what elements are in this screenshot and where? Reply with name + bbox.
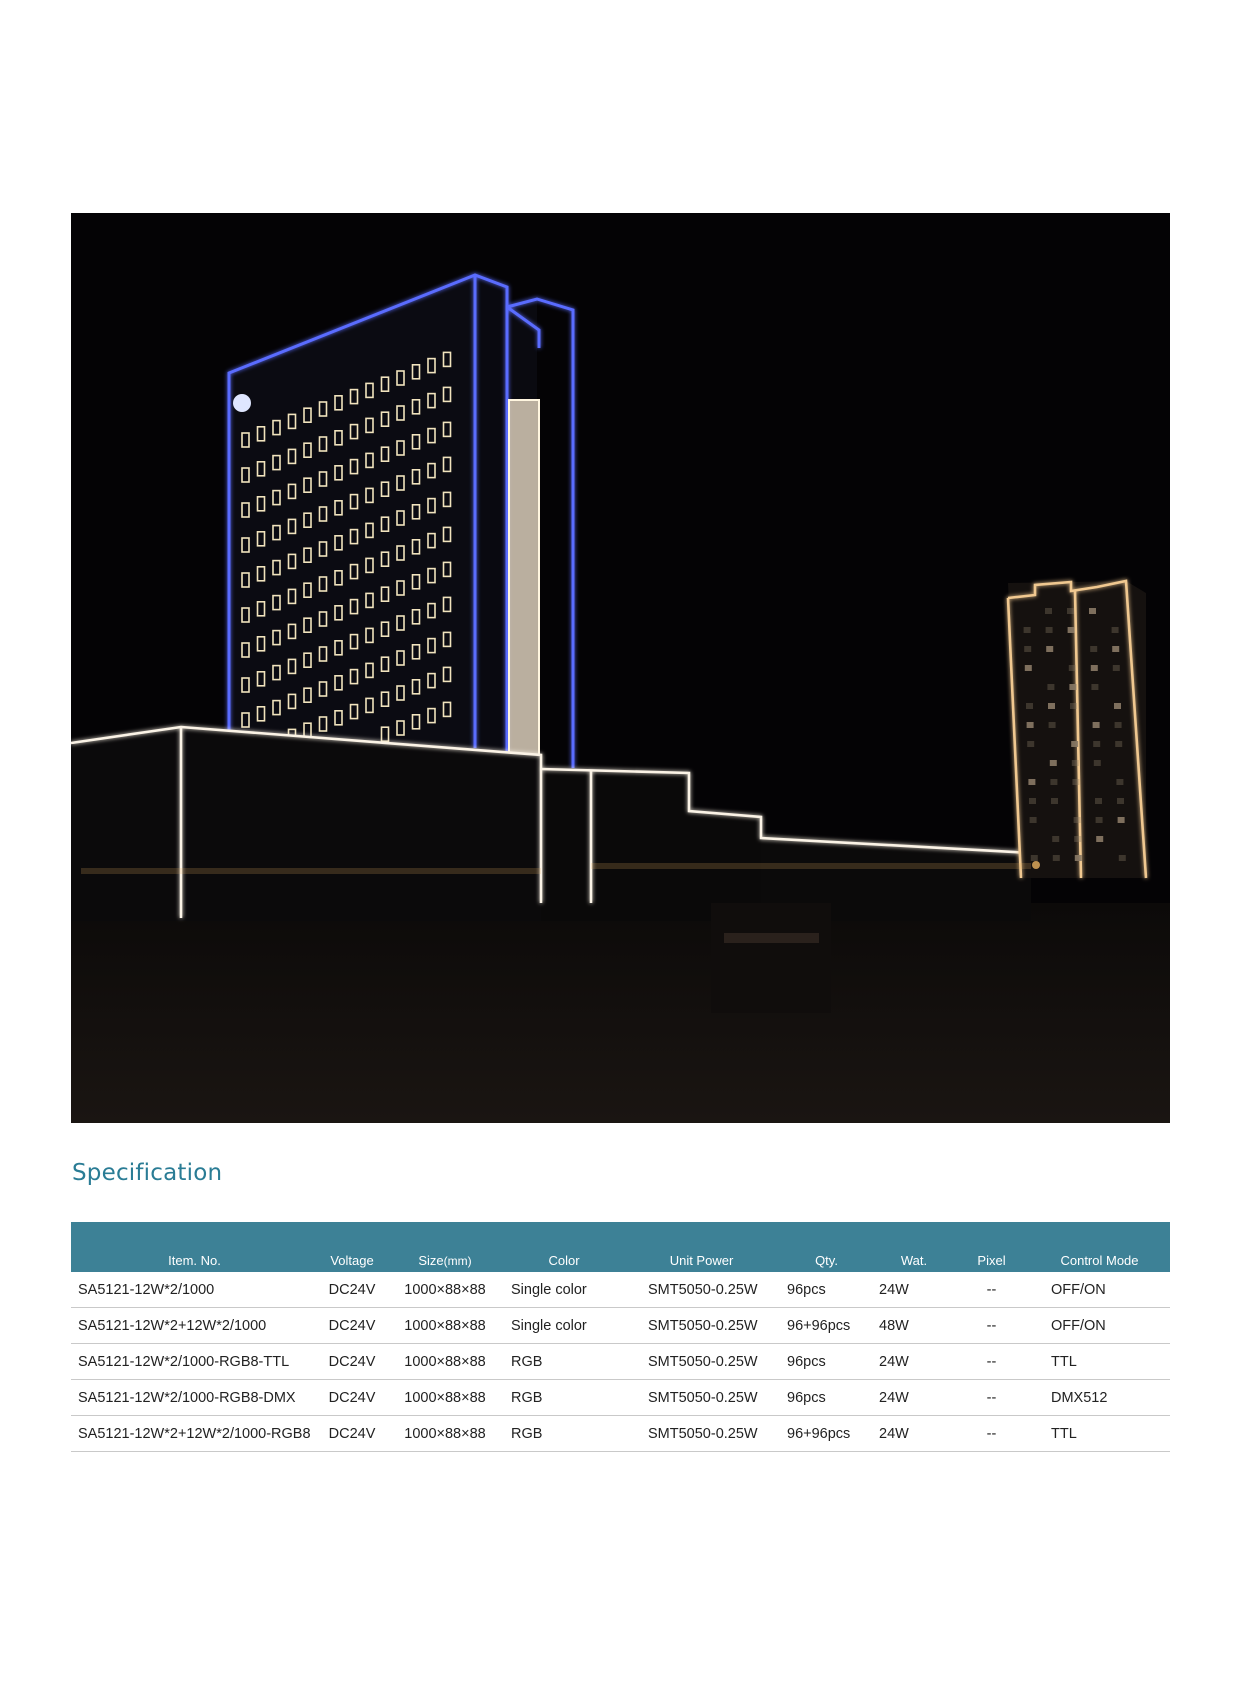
night-building-illustration [71, 213, 1170, 1123]
right-window-mark [1091, 684, 1098, 690]
right-window-mark [1115, 722, 1122, 728]
header-size: Size(mm) [418, 1253, 472, 1268]
cell-wat: 24W [874, 1272, 954, 1308]
header-control-mode: Control Mode [1060, 1253, 1139, 1268]
table-header-row [71, 1222, 1170, 1272]
right-window-mark [1031, 855, 1038, 861]
cell-voltage: DC24V [318, 1272, 386, 1308]
right-window-mark [1071, 741, 1078, 747]
cell-color: Single color [504, 1308, 624, 1344]
right-window-mark [1050, 779, 1057, 785]
right-window-mark [1051, 798, 1058, 804]
right-window-mark [1095, 798, 1102, 804]
specification-heading: Specification [72, 1160, 223, 1186]
table-row [71, 1344, 1170, 1380]
cell-size: 1000×88×88 [386, 1416, 504, 1452]
right-window-mark [1093, 741, 1100, 747]
cell-pixel: -- [954, 1344, 1029, 1380]
cell-unit-power: SMT5050-0.25W [624, 1272, 779, 1308]
right-window-mark [1117, 798, 1124, 804]
table-row [71, 1416, 1170, 1452]
right-window-mark [1045, 608, 1052, 614]
right-window-mark [1069, 665, 1076, 671]
cell-control-mode: TTL [1029, 1344, 1170, 1380]
cell-control-mode: OFF/ON [1029, 1272, 1170, 1308]
cell-item: SA5121-12W*2/1000-RGB8-TTL [71, 1344, 318, 1380]
right-window-mark [1089, 608, 1096, 614]
right-window-mark [1030, 817, 1037, 823]
table-row [71, 1272, 1170, 1308]
right-window-mark [1053, 855, 1060, 861]
right-window-mark [1024, 627, 1031, 633]
right-window-mark [1096, 817, 1103, 823]
right-window-mark [1026, 703, 1033, 709]
right-window-mark [1024, 646, 1031, 652]
cell-color: RGB [504, 1380, 624, 1416]
table-row [71, 1308, 1170, 1344]
cell-wat: 24W [874, 1344, 954, 1380]
hero-photo [71, 213, 1170, 1123]
right-window-mark [1112, 627, 1119, 633]
right-window-mark [1119, 855, 1126, 861]
cell-wat: 48W [874, 1308, 954, 1344]
cell-item: SA5121-12W*2+12W*2/1000 [71, 1308, 318, 1344]
cell-wat: 24W [874, 1416, 954, 1452]
right-window-mark [1068, 627, 1075, 633]
right-window-mark [1096, 836, 1103, 842]
cell-item: SA5121-12W*2/1000 [71, 1272, 318, 1308]
right-window-mark [1028, 779, 1035, 785]
specification-table [71, 1222, 1170, 1452]
cell-unit-power: SMT5050-0.25W [624, 1344, 779, 1380]
cell-voltage: DC24V [318, 1344, 386, 1380]
header-voltage: Voltage [330, 1253, 374, 1268]
right-window-mark [1094, 760, 1101, 766]
cell-control-mode: DMX512 [1029, 1380, 1170, 1416]
cell-voltage: DC24V [318, 1416, 386, 1452]
right-window-mark [1070, 703, 1077, 709]
right-window-mark [1046, 646, 1053, 652]
cell-wat: 24W [874, 1380, 954, 1416]
header-color: Color [548, 1253, 580, 1268]
cell-voltage: DC24V [318, 1380, 386, 1416]
cell-pixel: -- [954, 1308, 1029, 1344]
cell-pixel: -- [954, 1416, 1029, 1452]
right-window-mark [1112, 646, 1119, 652]
cell-pixel: -- [954, 1272, 1029, 1308]
cell-unit-power: SMT5050-0.25W [624, 1308, 779, 1344]
right-window-mark [1029, 798, 1036, 804]
right-window-mark [1118, 817, 1125, 823]
cell-qty: 96+96pcs [779, 1308, 874, 1344]
right-window-mark [1090, 646, 1097, 652]
right-window-mark [1074, 836, 1081, 842]
header-pixel: Pixel [977, 1253, 1006, 1268]
cell-item: SA5121-12W*2/1000-RGB8-DMX [71, 1380, 318, 1416]
right-window-mark [1114, 703, 1121, 709]
header-qty: Qty. [815, 1253, 838, 1268]
cell-color: RGB [504, 1344, 624, 1380]
cell-control-mode: OFF/ON [1029, 1308, 1170, 1344]
cell-item: SA5121-12W*2+12W*2/1000-RGB8 [71, 1416, 318, 1452]
right-window-mark [1025, 665, 1032, 671]
right-window-mark [1069, 684, 1076, 690]
right-window-mark [1091, 665, 1098, 671]
cell-unit-power: SMT5050-0.25W [624, 1380, 779, 1416]
header-wat: Wat. [900, 1253, 928, 1268]
right-window-mark [1115, 741, 1122, 747]
right-window-mark [1052, 836, 1059, 842]
cell-qty: 96pcs [779, 1272, 874, 1308]
cell-pixel: -- [954, 1380, 1029, 1416]
header-item: Item. No. [168, 1253, 221, 1268]
cell-size: 1000×88×88 [386, 1308, 504, 1344]
right-window-mark [1113, 665, 1120, 671]
cell-qty: 96+96pcs [779, 1416, 874, 1452]
right-window-mark [1027, 722, 1034, 728]
right-window-mark [1050, 760, 1057, 766]
right-window-mark [1075, 855, 1082, 861]
right-window-mark [1074, 817, 1081, 823]
right-window-mark [1067, 608, 1074, 614]
cell-size: 1000×88×88 [386, 1344, 504, 1380]
cell-voltage: DC24V [318, 1308, 386, 1344]
right-window-mark [1048, 703, 1055, 709]
right-window-mark [1049, 722, 1056, 728]
cell-size: 1000×88×88 [386, 1380, 504, 1416]
right-window-mark [1027, 741, 1034, 747]
cell-size: 1000×88×88 [386, 1272, 504, 1308]
cell-color: Single color [504, 1272, 624, 1308]
right-window-mark [1047, 684, 1054, 690]
right-window-mark [1116, 779, 1123, 785]
building-logo-icon [233, 394, 251, 412]
cell-qty: 96pcs [779, 1380, 874, 1416]
cell-color: RGB [504, 1416, 624, 1452]
right-window-mark [1072, 779, 1079, 785]
lit-column [509, 400, 539, 755]
table-row [71, 1380, 1170, 1416]
cell-unit-power: SMT5050-0.25W [624, 1416, 779, 1452]
right-window-mark [1072, 760, 1079, 766]
cell-control-mode: TTL [1029, 1416, 1170, 1452]
right-window-mark [1093, 722, 1100, 728]
header-unit-power: Unit Power [669, 1253, 734, 1268]
cell-qty: 96pcs [779, 1344, 874, 1380]
right-window-mark [1046, 627, 1053, 633]
